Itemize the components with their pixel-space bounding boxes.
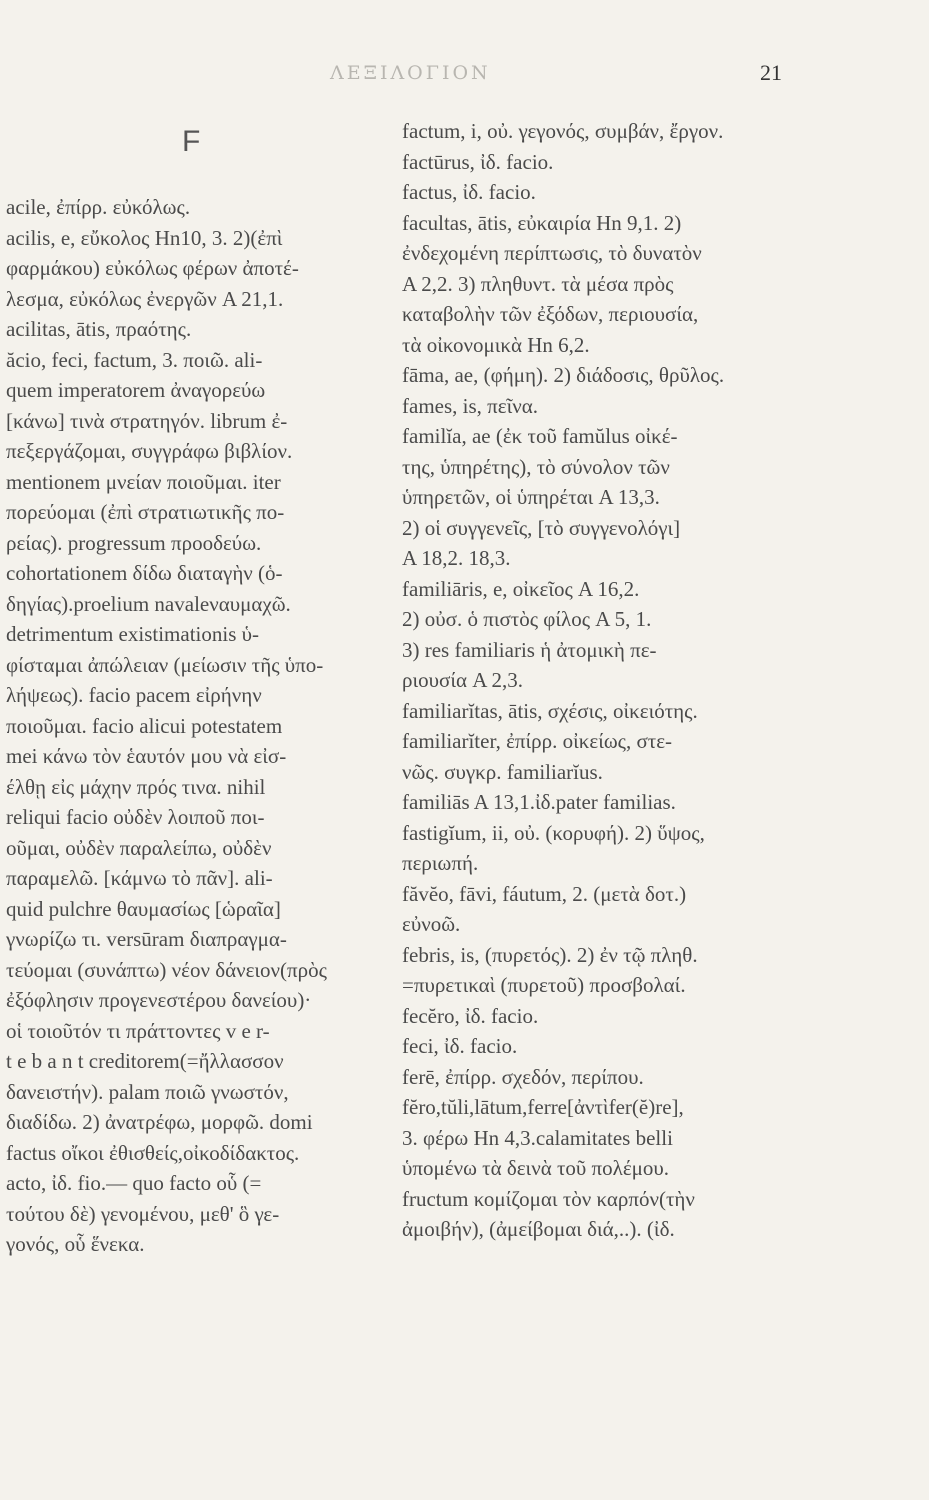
dictionary-line: πεξεργάζομαι, συγγράφω βιβλίον.	[6, 439, 293, 463]
dictionary-line: γονός, οὗ ἕνεκα.	[6, 1232, 145, 1256]
dictionary-line: reliqui facio οὐδὲν λοιποῦ ποι-	[6, 805, 265, 829]
left-column	[6, 192, 398, 1260]
dictionary-line: [κάνω] τινὰ στρατηγόν. librum ἐ-	[6, 408, 288, 433]
dictionary-line: ὑπηρετῶν, οἱ ὑπηρέται A 13,3.	[402, 485, 660, 509]
dictionary-line: 3) res familiaris ἡ ἀτομικὴ πε-	[402, 637, 657, 662]
dictionary-line: τεύομαι (συνάπτω) νέον δάνειον(πρὸς	[6, 957, 327, 982]
dictionary-line: ὑπομένω τὰ δεινὰ τοῦ πολέμου.	[402, 1156, 670, 1180]
dictionary-line: έλθῃ εἰς μάχην πρός τινα. nihil	[6, 774, 266, 799]
dictionary-line: familiās A 13,1.ἰδ.pater familias.	[402, 790, 676, 814]
dictionary-line: 2) οἱ συγγενεῖς, [τὸ συγγενολόγι]	[402, 515, 681, 540]
dictionary-line: καταβολὴν τῶν ἐξόδων, περιουσία,	[402, 302, 699, 326]
dictionary-line: mei κάνω τὸν ἑαυτόν μου νὰ εἰσ-	[6, 744, 287, 768]
dictionary-line: εὐνοῶ.	[402, 912, 461, 936]
dictionary-line: detrimentum existimationis ὑ-	[6, 622, 260, 646]
dictionary-line: fāma, ae, (φήμη). 2) διάδοσις, θρῦλος.	[402, 363, 725, 387]
dictionary-line: fecĕro, ἰδ. facio.	[402, 1003, 539, 1028]
dictionary-line: fastigĭum, ii, οὐ. (κορυφή). 2) ὕψος,	[402, 820, 705, 845]
running-header-title: ΛΕΞΙΛΟΓΙΟΝ	[330, 62, 491, 84]
dictionary-line: febris, is, (πυρετός). 2) ἐν τῷ πληθ.	[402, 942, 698, 967]
dictionary-line: ăcio, feci, factum, 3. ποιῶ. ali-	[6, 347, 263, 372]
dictionary-line: ρείας). progressum προοδεύω.	[6, 530, 262, 555]
dictionary-line: t e b a n t creditorem(=ἤλλασσον	[6, 1049, 284, 1073]
dictionary-line: φαρμάκου) εὐκόλως φέρων ἀποτέ-	[6, 256, 299, 280]
dictionary-line: οἱ τοιοῦτόν τι πράττοντες v e r-	[6, 1018, 270, 1043]
dictionary-line: λεσμα, εὐκόλως ἐνεργῶν A 21,1.	[6, 286, 284, 311]
dictionary-line: familiāris, e, οἰκεῖος A 16,2.	[402, 576, 640, 601]
dictionary-line: παραμελῶ. [κάμνω τὸ πᾶν]. ali-	[6, 866, 273, 890]
dictionary-line: τὰ οἰκονομικὰ Hn 6,2.	[402, 332, 590, 357]
section-letter: F	[182, 125, 201, 158]
dictionary-line: λήψεως). facio pacem εἰρήνην	[6, 683, 262, 707]
dictionary-line: δανειστήν). palam ποιῶ γνωστόν,	[6, 1079, 289, 1104]
dictionary-line: διαδίδω. 2) ἀνατρέφω, μορφῶ. domi	[6, 1110, 313, 1134]
dictionary-line: A 2,2. 3) πληθυντ. τὰ μέσα πρὸς	[402, 271, 674, 296]
dictionary-line: νῶς. συγκρ. familiarĭus.	[402, 759, 603, 784]
dictionary-line: factus, ἰδ. facio.	[402, 180, 536, 204]
dictionary-line: =πυρετικαὶ (πυρετοῦ) προσβολαί.	[402, 973, 686, 997]
dictionary-line: cohortationem δίδω διαταγὴν (ὁ-	[6, 561, 283, 585]
dictionary-line: ποιοῦμαι. facio alicui potestatem	[6, 713, 283, 738]
dictionary-line: οῦμαι, οὐδὲν παραλείπω, οὐδὲν	[6, 835, 272, 860]
dictionary-line: acile, ἐπίρρ. εὐκόλως.	[6, 195, 191, 219]
dictionary-line: της, ὑπηρέτης), τὸ σύνολον τῶν	[402, 454, 670, 479]
dictionary-line: acilis, e, εὔκολος Hn10, 3. 2)(ἐπὶ	[6, 225, 283, 250]
dictionary-line: familiarĭter, ἐπίρρ. οἰκείως, στε-	[402, 729, 673, 753]
page-number: 21	[760, 60, 782, 85]
dictionary-line: factus οἴκοι ἐθισθείς,οἰκοδίδακτος.	[6, 1140, 300, 1165]
dictionary-line: factum, i, οὐ. γεγονός, συμβάν, ἔργον.	[402, 119, 724, 143]
dictionary-line: fames, is, πεῖνα.	[402, 393, 538, 418]
dictionary-line: ἐνδεχομένη περίπτωσις, τὸ δυνατὸν	[402, 241, 702, 265]
dictionary-line: περιωπή.	[402, 851, 479, 875]
dictionary-line: τούτου δὲ) γενομένου, μεθ' ὃ γε-	[6, 1201, 280, 1226]
dictionary-line: facultas, ātis, εὐκαιρία Hn 9,1. 2)	[402, 210, 682, 235]
dictionary-line: fĕro,tŭli,lātum,ferre[ἀντὶfer(ĕ)re],	[402, 1095, 684, 1119]
dictionary-line: ριουσία A 2,3.	[402, 668, 524, 692]
dictionary-line: ἐξόφλησιν προγενεστέρου δανείου)·	[6, 988, 312, 1012]
dictionary-line: γνωρίζω τι. versūram διαπραγμα-	[6, 927, 287, 951]
dictionary-line: A 18,2. 18,3.	[402, 546, 511, 570]
dictionary-line: acto, ἰδ. fio.— quo facto οὗ (=	[6, 1171, 262, 1195]
dictionary-line: familĭa, ae (ἐκ τοῦ famŭlus οἰκέ-	[402, 424, 678, 448]
dictionary-line: făvĕo, fāvi, fáutum, 2. (μετὰ δοτ.)	[402, 881, 687, 906]
dictionary-line: ἀμοιβήν), (ἀμείβομαι διά,..). (ἰδ.	[402, 1217, 675, 1241]
dictionary-line: 2) οὐσ. ὁ πιστὸς φίλος A 5, 1.	[402, 607, 652, 631]
dictionary-line: familiarĭtas, ātis, σχέσις, οἰκειότης.	[402, 698, 698, 723]
dictionary-line: ferē, ἐπίρρ. σχεδόν, περίπου.	[402, 1064, 644, 1089]
dictionary-line: δηγίας).proelium navaleναυμαχῶ.	[6, 591, 291, 616]
dictionary-line: acilitas, ātis, πραότης.	[6, 317, 192, 341]
dictionary-line: 3. φέρω Hn 4,3.calamitates belli	[402, 1125, 673, 1150]
dictionary-line: mentionem μνείαν ποιοῦμαι. iter	[6, 469, 281, 494]
dictionary-line: factūrus, ἰδ. facio.	[402, 149, 554, 174]
right-column	[402, 116, 822, 1245]
dictionary-line: feci, ἰδ. facio.	[402, 1034, 518, 1058]
dictionary-line: πορεύομαι (ἐπὶ στρατιωτικῆς πο-	[6, 500, 285, 524]
dictionary-line: quid pulchre θαυμασίως [ὡραῖα]	[6, 896, 281, 921]
dictionary-line: φίσταμαι ἀπώλειαν (μείωσιν τῆς ὑπο-	[6, 652, 324, 677]
dictionary-line: quem imperatorem ἀναγορεύω	[6, 378, 266, 402]
dictionary-line: fructum κομίζομαι τὸν καρπόν(τὴν	[402, 1186, 695, 1211]
